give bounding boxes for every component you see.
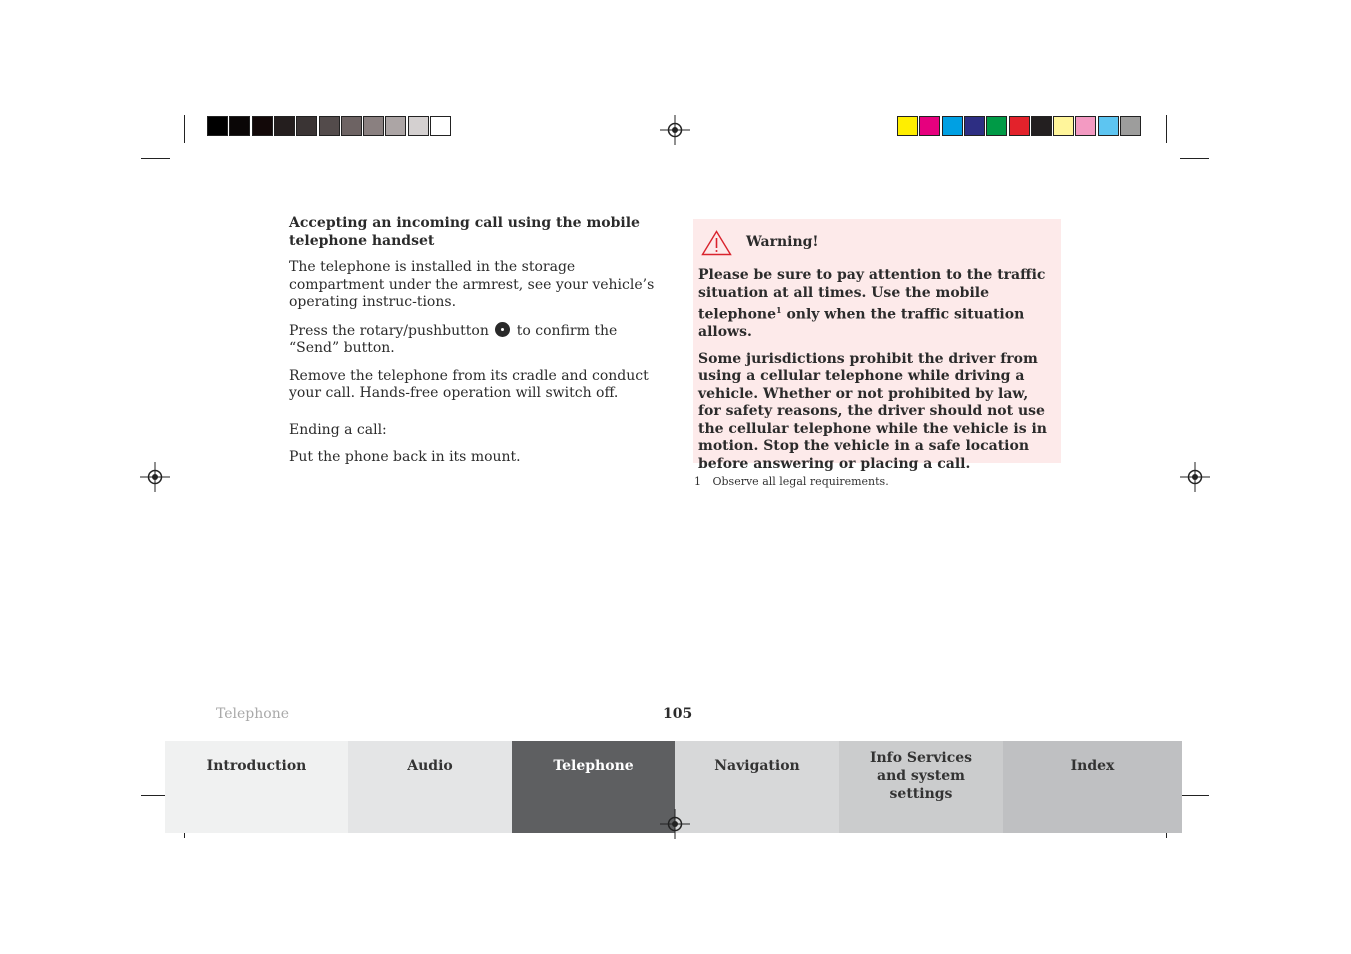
paragraph-text: Press the rotary/pushbutton xyxy=(289,322,489,339)
color-swatch xyxy=(1053,116,1074,136)
tab-label: Index xyxy=(1070,758,1115,774)
warning-header xyxy=(698,228,1051,258)
warning-paragraph: Some jurisdictions prohibit the driver from using a cellular telephone while driving a vehicle. Whether or not prohibited by law, for safety reasons, the driver should not use the cellular telephone while the vehicle is in motion. Stop the vehicle in a safe location before answering or placing a call. xyxy=(698,350,1047,472)
paragraph xyxy=(289,322,661,358)
color-swatch xyxy=(274,116,295,136)
page-number: 105 xyxy=(663,706,693,722)
tab-index[interactable] xyxy=(1003,741,1182,833)
warning-text: Please be sure to pay attention to the traffic situation at all times. Use the mobile telephone xyxy=(698,267,1046,323)
footnote xyxy=(694,475,889,488)
footnote-text: Observe all legal requirements. xyxy=(712,475,889,488)
color-swatch xyxy=(207,116,228,136)
color-swatch xyxy=(1031,116,1052,136)
crop-mark xyxy=(184,115,185,143)
tab-label: Telephone xyxy=(553,758,634,774)
tab-info-services[interactable] xyxy=(839,741,1003,833)
running-section-title: Telephone xyxy=(216,706,290,722)
paragraph: The telephone is installed in the storage compartment under the armrest, see your vehicle’s operating instruc-tions. xyxy=(289,259,655,310)
footnote-number: 1 xyxy=(694,475,701,488)
crop-mark xyxy=(1180,158,1209,159)
color-swatch xyxy=(363,116,384,136)
color-swatch xyxy=(385,116,406,136)
color-swatch xyxy=(296,116,317,136)
tab-label: Introduction xyxy=(206,758,307,774)
color-swatch xyxy=(1009,116,1030,136)
crop-mark xyxy=(1180,795,1209,796)
rotary-pushbutton-icon xyxy=(495,322,510,337)
tab-label: Info Services and system settings xyxy=(869,750,973,802)
registration-mark-icon xyxy=(660,115,690,145)
crop-mark xyxy=(141,158,170,159)
color-swatch xyxy=(942,116,963,136)
footnote-ref: 1 xyxy=(776,305,782,315)
color-swatch xyxy=(986,116,1007,136)
registration-mark-icon xyxy=(660,809,690,839)
tab-navigation[interactable] xyxy=(675,741,839,833)
paragraph: Remove the telephone from its cradle and conduct your call. Hands-free operation will switch off. xyxy=(289,367,649,401)
tab-audio[interactable] xyxy=(348,741,512,833)
warning-box xyxy=(693,219,1061,472)
registration-mark-icon xyxy=(140,462,170,492)
warning-text: only when the traffic situation allows. xyxy=(698,306,1025,341)
tab-introduction[interactable] xyxy=(165,741,348,833)
color-swatch xyxy=(408,116,429,136)
color-swatch xyxy=(341,116,362,136)
color-swatch xyxy=(897,116,918,136)
warning-paragraph xyxy=(698,267,1051,342)
paragraph: Put the phone back in its mount. xyxy=(289,449,521,465)
color-swatch xyxy=(964,116,985,136)
color-swatch xyxy=(430,116,451,136)
instructions-column xyxy=(289,215,661,477)
paragraph: Ending a call: xyxy=(289,421,387,438)
warning-triangle-icon xyxy=(701,230,732,256)
color-swatch xyxy=(319,116,340,136)
color-swatch xyxy=(252,116,273,136)
color-swatch xyxy=(919,116,940,136)
color-swatch xyxy=(1098,116,1119,136)
color-swatch xyxy=(229,116,250,136)
crop-mark xyxy=(1166,115,1167,143)
warning-title: Warning! xyxy=(746,234,819,251)
tab-telephone[interactable] xyxy=(512,741,675,833)
tab-label: Navigation xyxy=(714,758,800,774)
paragraph-text: to confirm the “Send” button. xyxy=(289,322,618,356)
color-swatch xyxy=(1075,116,1096,136)
registration-mark-icon xyxy=(1180,462,1210,492)
section-heading: Accepting an incoming call using the mobile telephone handset xyxy=(289,215,640,249)
tab-label: Audio xyxy=(407,758,453,774)
color-swatch xyxy=(1120,116,1141,136)
